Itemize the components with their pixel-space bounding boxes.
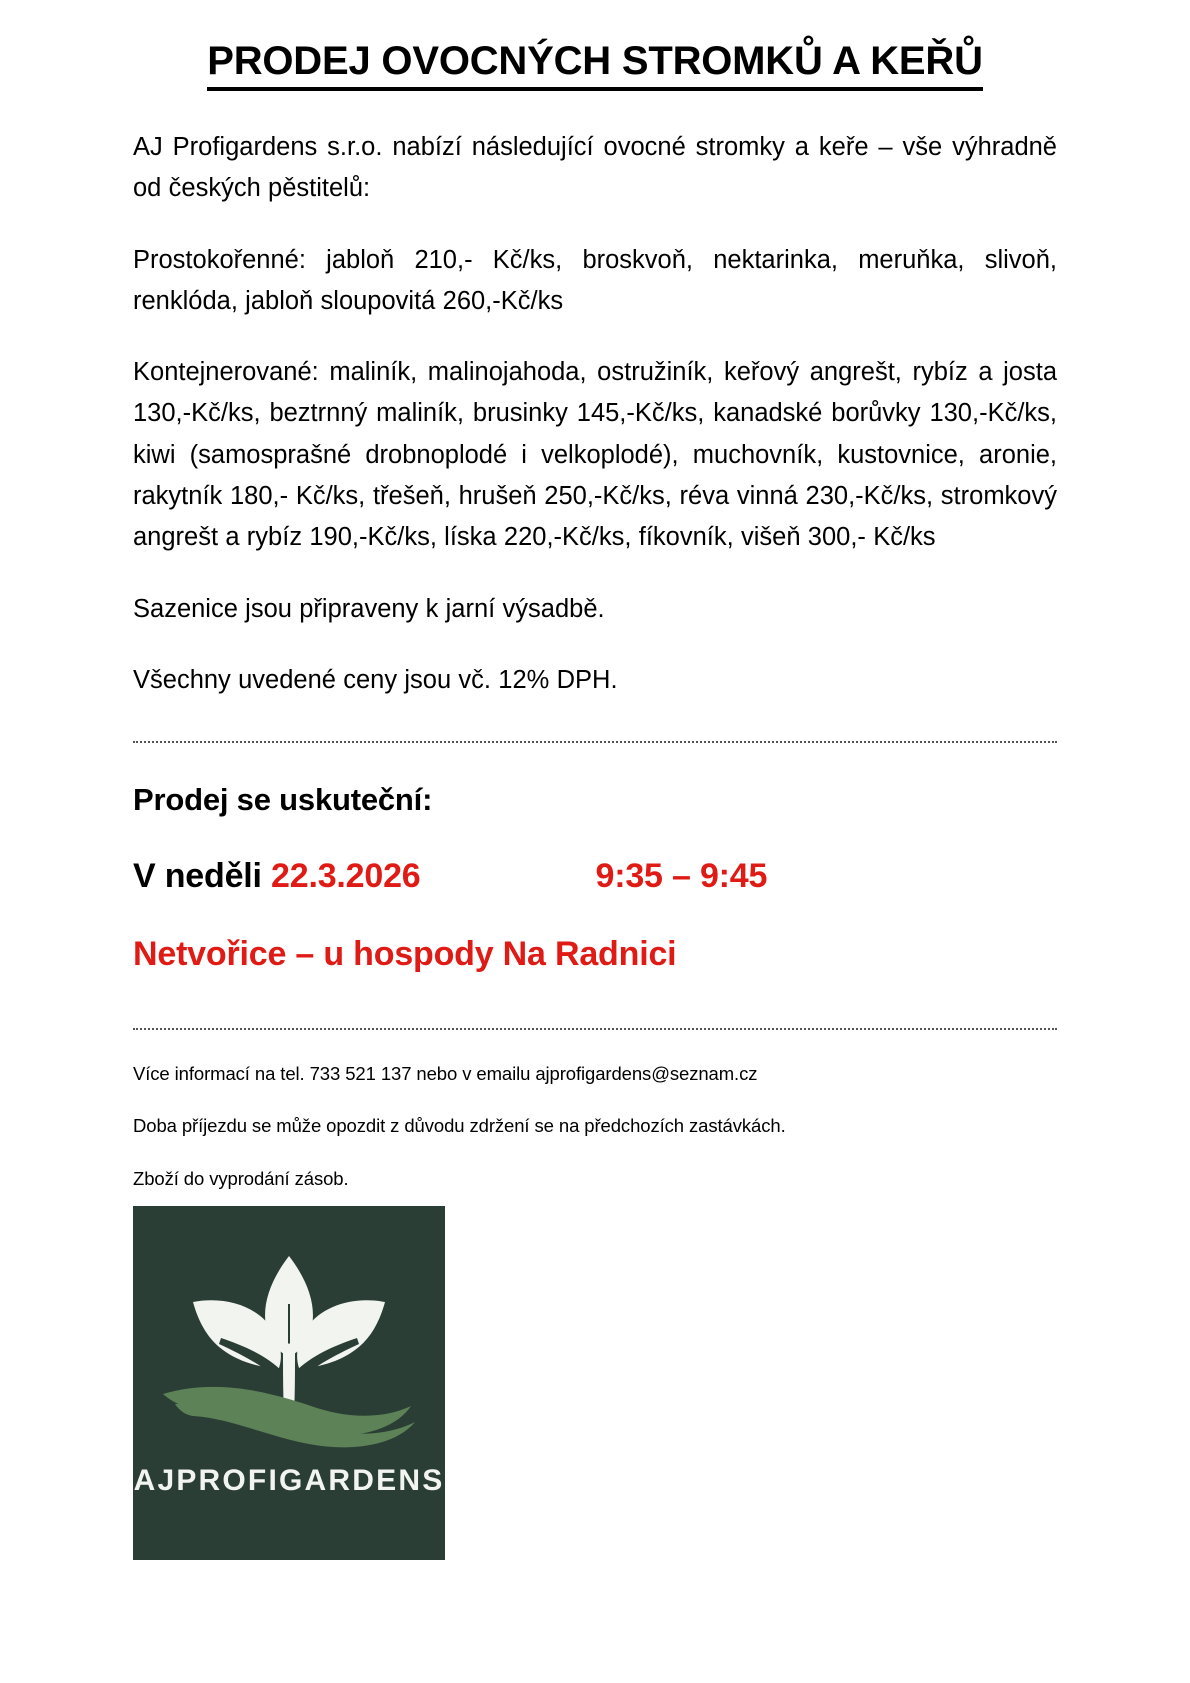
containerized-paragraph: Kontejnerované: maliník, malinojahoda, ostružiník, keřový angrešt, rybíz a josta 130,-Kč/ks, beztrnný maliník, brusinky 145,-Kč/ks, kanadské borůvky 130,-Kč/ks, kiwi (samosprašné drobnoplodé i velkoplodé), muchovník, kustovnice, aronie, rakytník 180,- Kč/ks, třešeň, hrušeň 250,-Kč/ks, réva vinná 230,-Kč/ks, stromkový angrešt a rybíz 190,-Kč/ks, líska 220,-Kč/ks, fíkovník, višeň 300,- Kč/ks [133, 358, 1057, 552]
vat-paragraph: Všechny uvedené ceny jsou vč. 12% DPH. [133, 665, 618, 694]
bareroot-paragraph: Prostokořenné: jabloň 210,- Kč/ks, broskvoň, nektarinka, meruňka, slivoň, renklóda, jabloň sloupovitá 260,-Kč/ks [133, 245, 1057, 315]
delay-note: Doba příjezdu se může opozdit z důvodu zdržení se na předchozích zastávkách. [133, 1115, 786, 1137]
intro-paragraph: AJ Profigardens s.r.o. nabízí následující ovocné stromky a keře – vše výhradně od českých pěstitelů: [133, 133, 1057, 203]
sale-day-label: V neděli [133, 856, 272, 895]
stock-note: Zboží do vyprodání zásob. [133, 1168, 349, 1190]
sale-datetime-line [133, 821, 1057, 898]
sale-date: 22.3.2026 [271, 856, 421, 895]
company-logo [133, 1206, 445, 1560]
sale-heading: Prodej se uskuteční: [133, 782, 433, 818]
contact-note: Více informací na tel. 733 521 137 nebo v emailu ajprofigardens@seznam.cz [133, 1062, 758, 1084]
logo-wordmark: AJPROFIGARDENS [133, 1464, 445, 1497]
readiness-paragraph: Sazenice jsou připraveny k jarní výsadbě. [133, 594, 605, 623]
sprout-icon [133, 1244, 445, 1454]
page-title [133, 0, 1057, 91]
sale-time: 9:35 – 9:45 [595, 856, 768, 895]
sale-place: Netvořice – u hospody Na Radnici [133, 935, 677, 974]
page-title-text: PRODEJ OVOCNÝCH STROMKŮ A KEŘŮ [207, 38, 983, 91]
